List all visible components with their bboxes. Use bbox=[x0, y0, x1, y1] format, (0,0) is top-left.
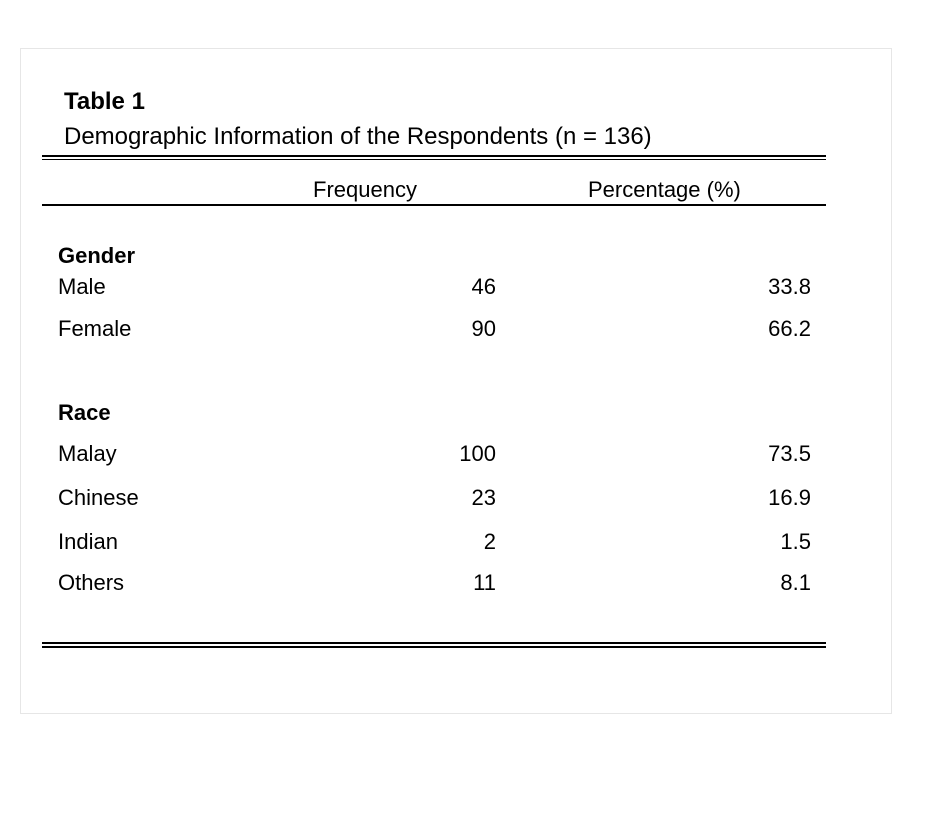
row-frequency: 2 bbox=[483, 529, 496, 554]
table-row bbox=[0, 274, 930, 300]
top-rule-inner bbox=[42, 159, 826, 160]
row-label: Male bbox=[58, 274, 106, 299]
row-percentage: 16.9 bbox=[768, 485, 811, 510]
column-header-percentage: Percentage (%) bbox=[588, 177, 741, 202]
row-frequency: 100 bbox=[459, 441, 496, 466]
row-percentage: 66.2 bbox=[768, 316, 811, 341]
bottom-rule bbox=[42, 642, 826, 644]
table-row bbox=[0, 529, 930, 555]
section-label-race: Race bbox=[58, 400, 111, 425]
row-label: Others bbox=[58, 570, 125, 595]
row-percentage: 33.8 bbox=[768, 274, 811, 299]
column-header-frequency: Frequency bbox=[313, 177, 417, 202]
table-row bbox=[0, 441, 930, 467]
header-rule bbox=[42, 204, 826, 206]
top-rule bbox=[42, 155, 826, 157]
row-frequency: 23 bbox=[471, 485, 496, 510]
table-row bbox=[0, 316, 930, 342]
row-percentage: 8.1 bbox=[780, 570, 811, 595]
row-label: Indian bbox=[58, 529, 118, 554]
section-label-gender: Gender bbox=[58, 243, 136, 268]
table-caption: Demographic Information of the Respondents (n = 136) bbox=[64, 123, 652, 150]
row-frequency: 46 bbox=[471, 274, 496, 299]
table-row bbox=[0, 485, 930, 511]
row-label: Malay bbox=[58, 441, 117, 466]
table-number: Table 1 bbox=[64, 88, 145, 115]
table-row bbox=[0, 570, 930, 596]
row-label: Chinese bbox=[58, 485, 139, 510]
row-frequency: 11 bbox=[473, 570, 496, 595]
row-frequency: 90 bbox=[471, 316, 496, 341]
row-percentage: 73.5 bbox=[768, 441, 811, 466]
row-percentage: 1.5 bbox=[780, 529, 811, 554]
bottom-rule-inner bbox=[42, 646, 826, 648]
row-label: Female bbox=[58, 316, 132, 341]
